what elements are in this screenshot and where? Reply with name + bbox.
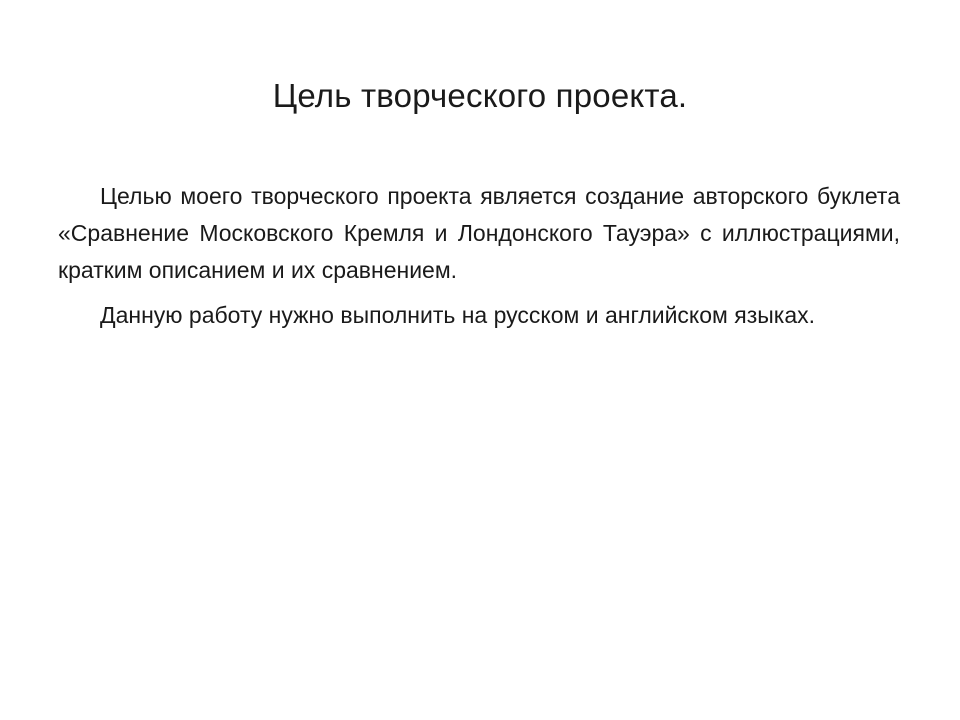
paragraph-goal: Целью моего творческого проекта является создание авторского буклета «Сравнение Московского Кремля и Лондонского Тауэра» с иллюстрациями, кратким описанием и их сравнением. <box>58 183 900 283</box>
slide-title: Цель творческого проекта. <box>272 77 688 114</box>
paragraph-languages: Данную работу нужно выполнить на русском и английском языках. <box>100 302 816 328</box>
slide-body <box>58 178 900 342</box>
